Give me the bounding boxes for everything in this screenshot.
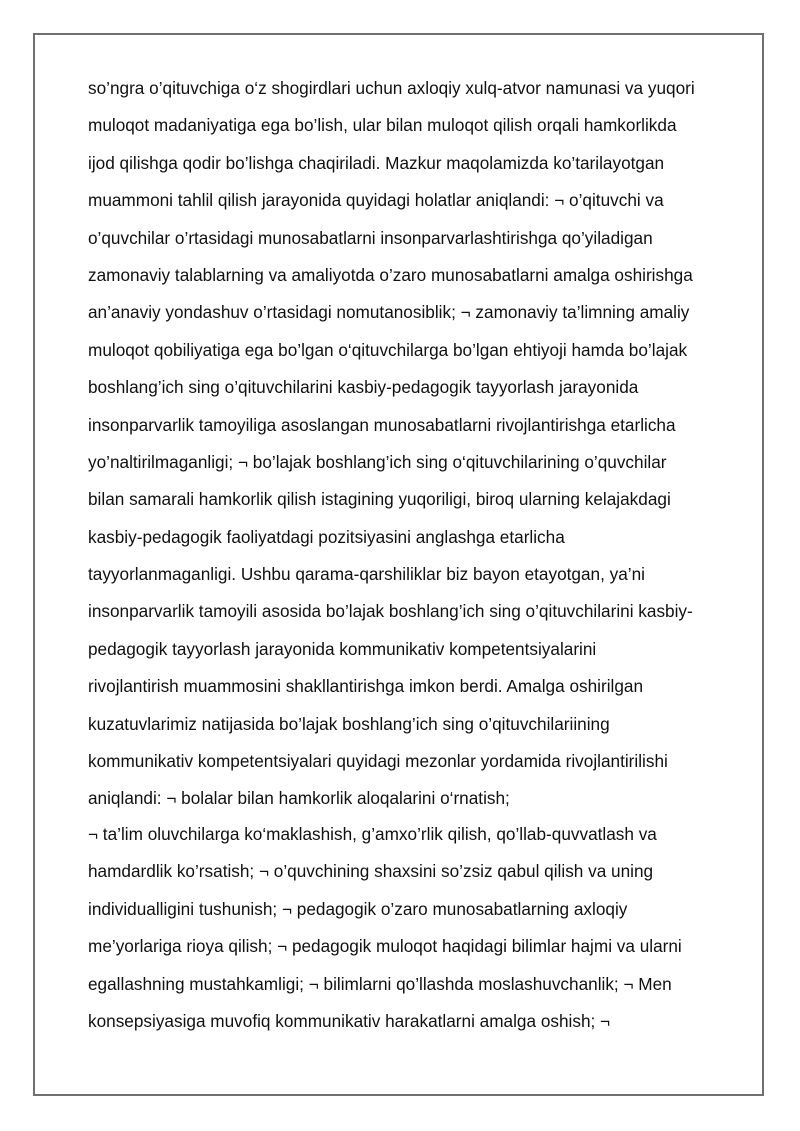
text-line: insonparvarlik tamoyiliga asoslangan munosabatlarni rivojlantirishga etarlicha <box>88 414 676 435</box>
text-line: kasbiy-pedagogik faoliyatdagi pozitsiyasini anglashga etarlicha <box>88 526 565 547</box>
text-line: zamonaviy talablarning va amaliyotda o’zaro munosabatlarni amalga oshirishga <box>88 264 693 285</box>
text-line: rivojlantirish muammosini shakllantirishga imkon berdi. Amalga oshirilgan <box>88 676 644 697</box>
text-line: o’quvchilar o’rtasidagi munosabatlarni insonparvarlashtirishga qo’yiladigan <box>88 227 653 248</box>
text-line: muloqot qobiliyatiga ega bo’lgan o‘qituvchilarga bo’lgan ehtiyoji hamda bo’lajak <box>88 339 688 360</box>
text-line: pedagogik tayyorlash jarayonida kommunikativ kompetentsiyalarini <box>88 638 597 659</box>
text-line: kuzatuvlarimiz natijasida bo’lajak boshlang’ich sing o’qituvchilariining <box>88 713 610 734</box>
paragraph-1 <box>88 70 748 818</box>
text-line: muammoni tahlil qilish jarayonida quyidagi holatlar aniqlandi: ¬ o’qituvchi va <box>88 190 664 211</box>
text-line: hamdardlik ko’rsatish; ¬ o’quvchining shaxsini so’zsiz qabul qilish va uning <box>88 861 654 882</box>
text-line: muloqot madaniyatiga ega bo’lish, ular bilan muloqot qilish orqali hamkorlikda <box>88 115 677 136</box>
text-line: so’ngra o’qituvchiga o‘z shogirdlari uchun axloqiy xulq-atvor namunasi va yuqori <box>88 78 695 98</box>
text-line: insonparvarlik tamoyili asosida bo’lajak boshlang’ich sing o’qituvchilarini kasbiy- <box>88 601 693 622</box>
paragraph-2 <box>88 816 748 1040</box>
text-line: me’yorlariga rioya qilish; ¬ pedagogik muloqot haqidagi bilimlar hajmi va ularni <box>88 936 682 957</box>
text-line: individualligini tushunish; ¬ pedagogik o’zaro munosabatlarning axloqiy <box>88 898 628 919</box>
text-line: konsepsiyasiga muvofiq kommunikativ harakatlarni amalga oshish; ¬ <box>88 1010 611 1031</box>
text-line: tayyorlanmaganligi. Ushbu qarama-qarshiliklar biz bayon etayotgan, ya’ni <box>88 564 645 585</box>
text-line: bilan samarali hamkorlik qilish istagining yuqoriligi, biroq ularning kelajakdagi <box>88 489 671 510</box>
text-line: ¬ ta’lim oluvchilarga ko‘maklashish, g’amxo’rlik qilish, qo’llab-quvvatlash va <box>88 824 657 844</box>
text-line: egallashning mustahkamligi; ¬ bilimlarni qo’llashda moslashuvchanlik; ¬ Men <box>88 973 672 994</box>
text-line: kommunikativ kompetentsiyalari quyidagi mezonlar yordamida rivojlantirilishi <box>88 751 668 772</box>
text-line: yo’naltirilmaganligi; ¬ bo’lajak boshlang’ich sing o‘qituvchilarining o’quvchilar <box>88 451 667 472</box>
text-line: an’anaviy yondashuv o’rtasidagi nomutanosiblik; ¬ zamonaviy ta’limning amaliy <box>88 302 690 323</box>
text-line: boshlang’ich sing o’qituvchilarini kasbiy-pedagogik tayyorlash jarayonida <box>88 377 639 398</box>
text-line: ijod qilishga qodir bo’lishga chaqiriladi. Mazkur maqolamizda ko’tarilayotgan <box>88 152 665 173</box>
text-line: aniqlandi: ¬ bolalar bilan hamkorlik aloqalarini o‘rnatish; <box>88 788 510 809</box>
